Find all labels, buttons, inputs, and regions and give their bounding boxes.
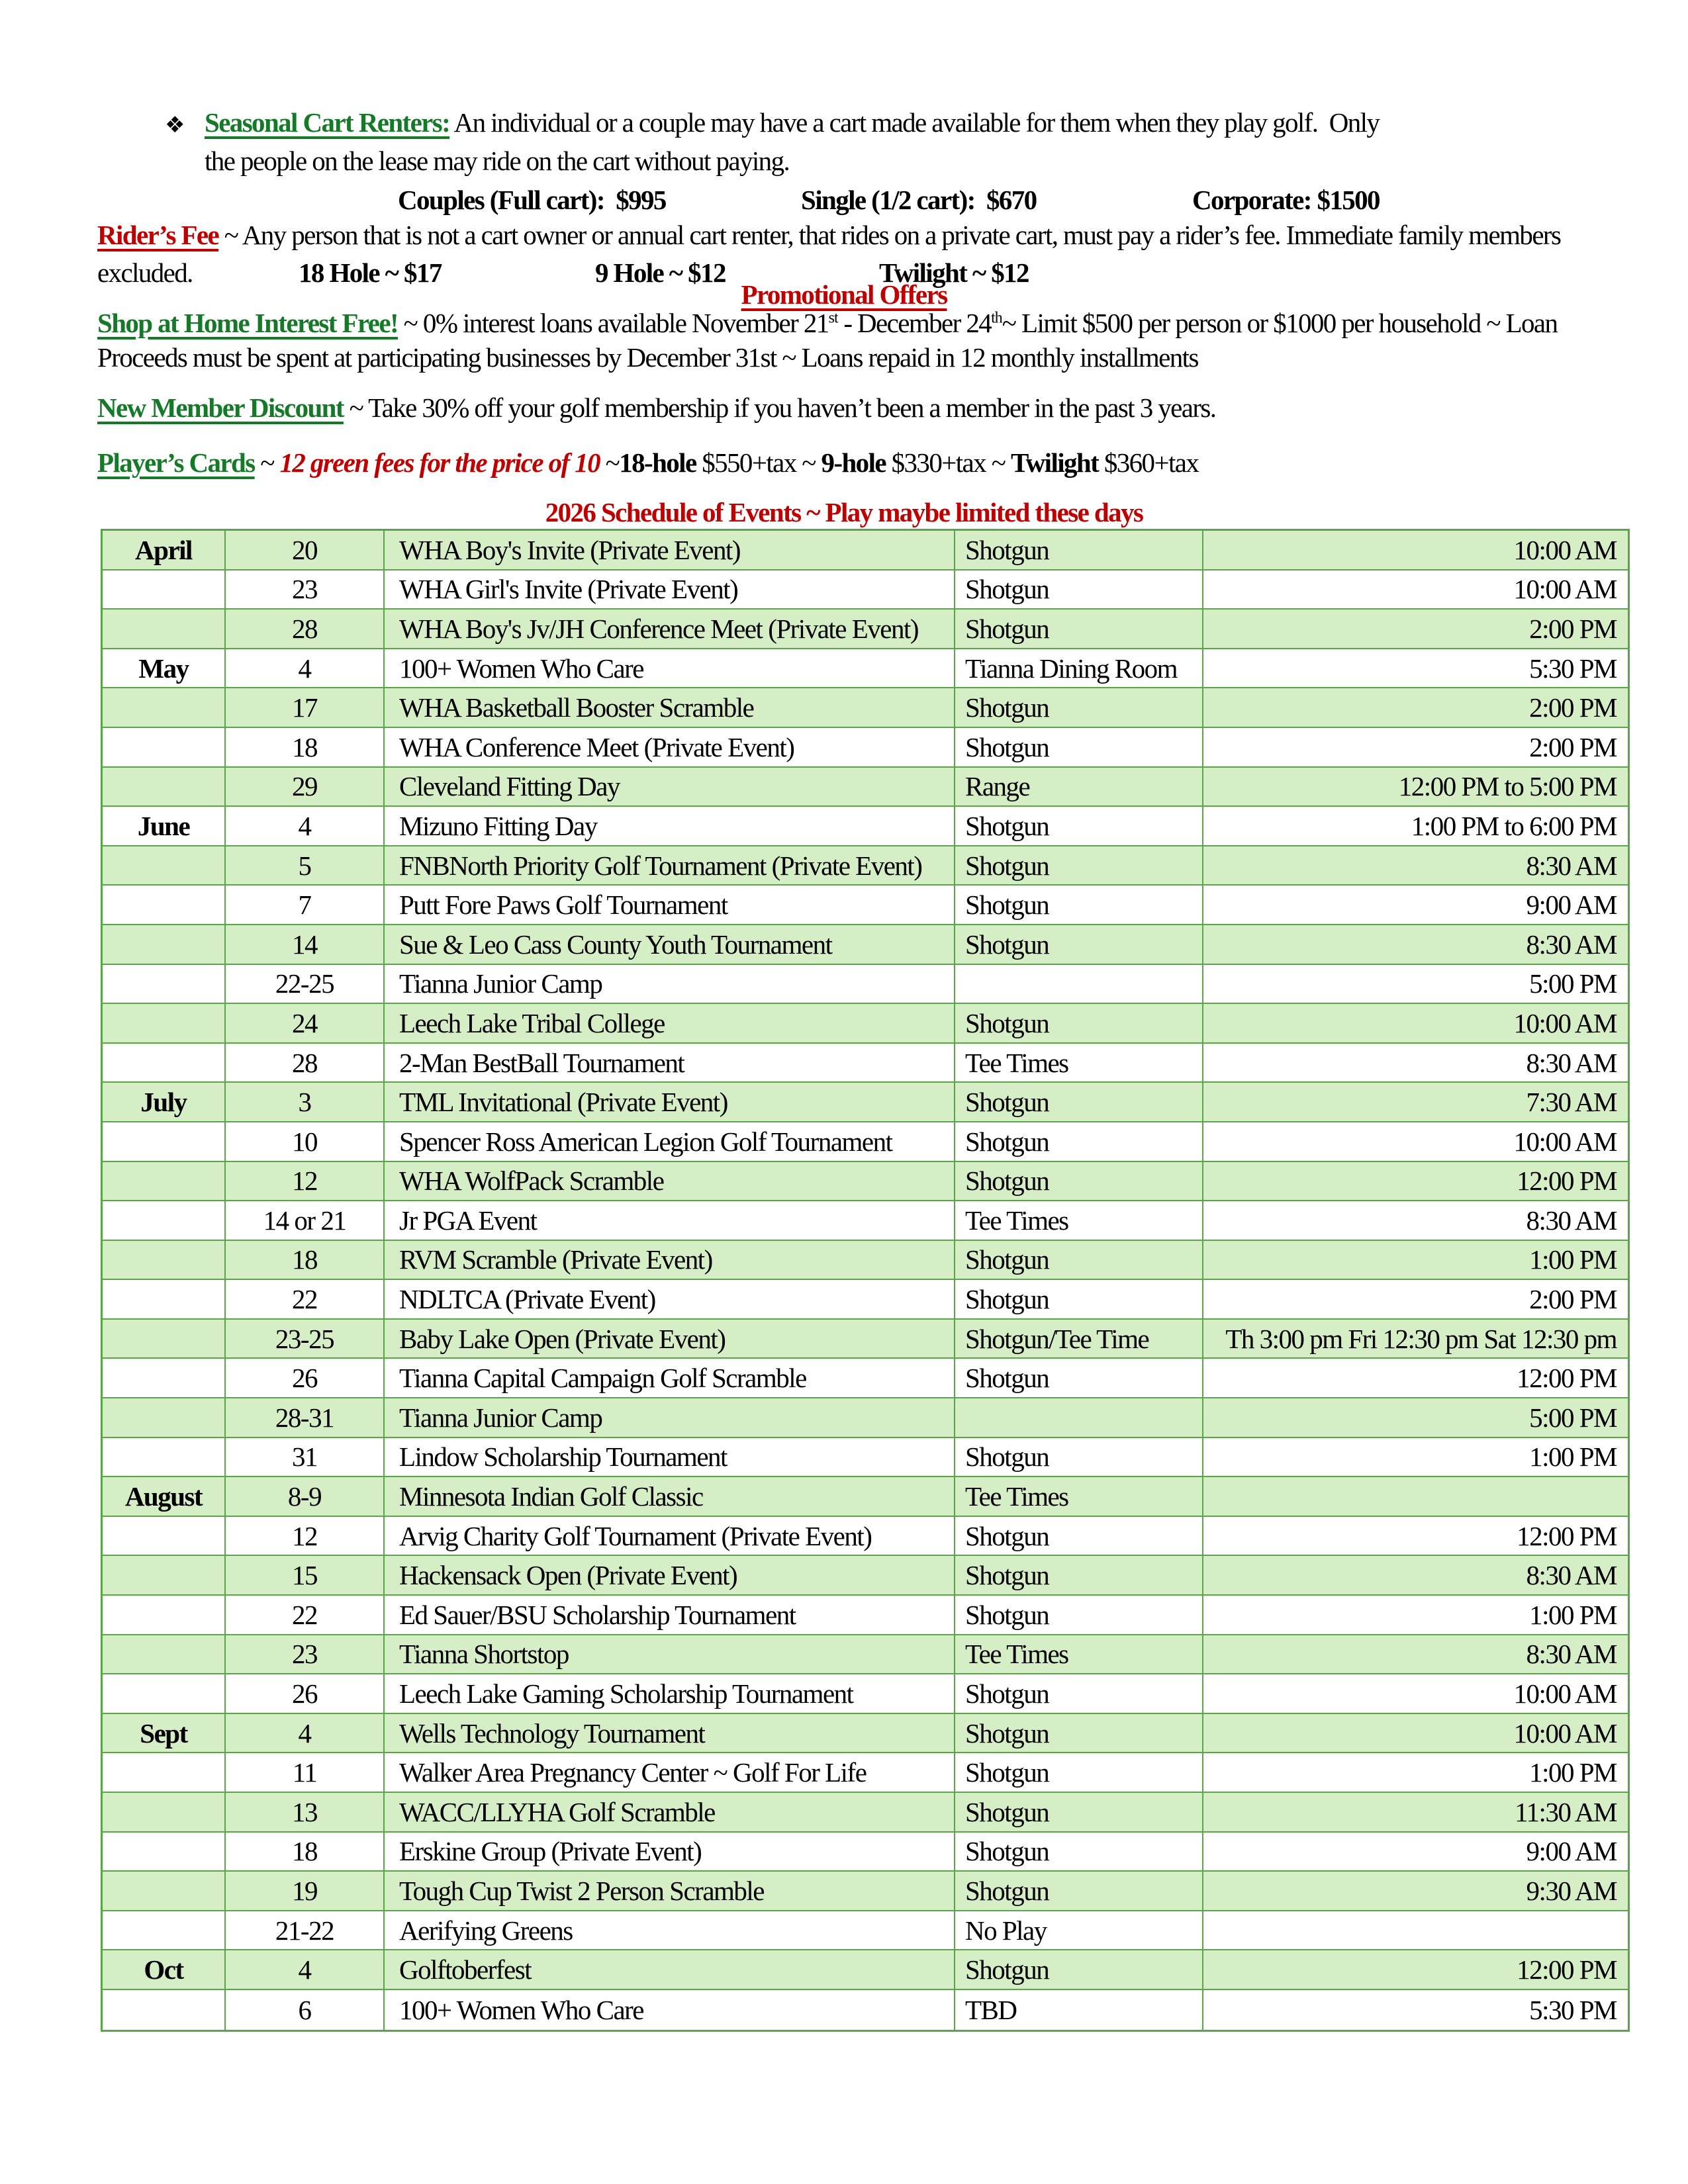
cell-time: 2:00 PM — [1529, 731, 1617, 762]
cell-month: Sept — [103, 1714, 226, 1752]
cell-day: 14 or 21 — [226, 1201, 385, 1240]
cell-month — [103, 1004, 226, 1042]
cell-start-type: Shotgun — [955, 1438, 1203, 1477]
cell-start-type: Shotgun — [955, 1241, 1203, 1279]
cell-day: 4 — [226, 807, 385, 845]
cell-month — [103, 1517, 226, 1555]
cell-day: 4 — [226, 1950, 385, 1989]
diamond-bullet-icon: ❖ — [165, 112, 185, 138]
cell-month — [103, 1241, 226, 1279]
table-row — [103, 1241, 1628, 1281]
table-row — [103, 1083, 1628, 1122]
cell-day: 22 — [226, 1280, 385, 1318]
cell-month: June — [103, 807, 226, 845]
cell-day: 28-31 — [226, 1398, 385, 1437]
new-member-heading: New Member Discount — [97, 392, 344, 423]
cell-start-type: Shotgun — [955, 1753, 1203, 1792]
cell-start-type: Shotgun — [955, 570, 1203, 609]
cell-day: 20 — [226, 531, 385, 569]
cell-day: 13 — [226, 1793, 385, 1831]
cell-day: 12 — [226, 1162, 385, 1201]
table-row — [103, 531, 1628, 570]
table-row — [103, 1280, 1628, 1320]
cell-month — [103, 1398, 226, 1437]
cell-start-type: Shotgun — [955, 1359, 1203, 1397]
cell-day: 10 — [226, 1122, 385, 1161]
cell-start-type: No Play — [955, 1911, 1203, 1950]
cell-start-type: Shotgun — [955, 531, 1203, 569]
cell-time: 9:30 AM — [1526, 1875, 1617, 1906]
cell-time: 5:30 PM — [1529, 1994, 1617, 2025]
cell-month — [103, 768, 226, 806]
cell-start-type: Shotgun — [955, 1596, 1203, 1634]
cell-event: Baby Lake Open (Private Event) — [385, 1320, 955, 1358]
cell-start-type: Shotgun — [955, 1674, 1203, 1713]
cell-event: Walker Area Pregnancy Center ~ Golf For Life — [385, 1753, 955, 1792]
cell-month — [103, 610, 226, 648]
cell-event: Minnesota Indian Golf Classic — [385, 1477, 955, 1516]
cell-event: 100+ Women Who Care — [385, 1990, 955, 2030]
cell-month: Oct — [103, 1950, 226, 1989]
cart-renters-heading — [205, 107, 1379, 138]
cell-month — [103, 1162, 226, 1201]
cell-time: 9:00 AM — [1526, 1836, 1617, 1867]
shop-text-2: - December 24 — [837, 308, 992, 338]
cell-time: 1:00 PM — [1529, 1757, 1617, 1788]
shop-at-home-line — [97, 306, 1660, 340]
cell-day: 15 — [226, 1556, 385, 1594]
cell-time: 10:00 AM — [1513, 1678, 1617, 1709]
fee-18-hole: 18 Hole ~ $17 — [299, 257, 442, 288]
cell-event: NDLTCA (Private Event) — [385, 1280, 955, 1318]
cell-time: 8:30 AM — [1526, 1205, 1617, 1236]
fee-twilight: Twilight ~ $12 — [879, 257, 1029, 288]
shop-at-home-line2 — [97, 341, 1660, 374]
cell-event: Tianna Capital Campaign Golf Scramble — [385, 1359, 955, 1397]
cell-event: Wells Technology Tournament — [385, 1714, 955, 1752]
schedule-title-label: 2026 Schedule of Events ~ Play maybe limited these days — [545, 497, 1143, 527]
cell-event: FNBNorth Priority Golf Tournament (Private Event) — [385, 846, 955, 885]
cell-day: 24 — [226, 1004, 385, 1042]
cell-day: 22-25 — [226, 965, 385, 1003]
cell-time: 8:30 AM — [1526, 1560, 1617, 1591]
cell-event: WHA Boy's Jv/JH Conference Meet (Private Event) — [385, 610, 955, 648]
price-corporate: Corporate: $1500 — [1192, 185, 1380, 215]
cell-time: 10:00 AM — [1513, 1126, 1617, 1157]
table-row — [103, 1517, 1628, 1557]
cell-start-type: Range — [955, 768, 1203, 806]
riders-fee-line — [97, 218, 1660, 251]
cell-event: Hackensack Open (Private Event) — [385, 1556, 955, 1594]
cart-renters-text: An individual or a couple may have a cart made available for them when they play golf. Only — [449, 107, 1380, 138]
table-row — [103, 768, 1628, 807]
cell-start-type: Shotgun — [955, 1950, 1203, 1989]
cell-month — [103, 1438, 226, 1477]
table-row — [103, 1122, 1628, 1162]
cell-time: 8:30 AM — [1526, 850, 1617, 881]
cell-time: 8:30 AM — [1526, 929, 1617, 960]
cell-start-type — [955, 965, 1203, 1003]
players-offer-text: 12 green fees for the price of 10 — [279, 447, 600, 478]
cell-day: 12 — [226, 1517, 385, 1555]
cell-month — [103, 1320, 226, 1358]
cell-day: 23 — [226, 1635, 385, 1674]
cell-month — [103, 1833, 226, 1871]
cart-renters-line1 — [97, 106, 1660, 139]
cell-time: 1:00 PM — [1529, 1599, 1617, 1630]
cell-event: Putt Fore Paws Golf Tournament — [385, 886, 955, 924]
table-row — [103, 846, 1628, 886]
riders-fee-heading: Rider’s Fee — [97, 220, 219, 250]
table-row — [103, 1438, 1628, 1478]
table-row — [103, 1833, 1628, 1872]
cell-day: 14 — [226, 925, 385, 964]
players-tilde: ~ — [254, 447, 280, 478]
table-row — [103, 1044, 1628, 1083]
cell-time: 10:00 AM — [1513, 534, 1617, 565]
cell-day: 26 — [226, 1674, 385, 1713]
players-cards-line — [97, 446, 1660, 479]
cell-day: 26 — [226, 1359, 385, 1397]
cell-start-type: Shotgun — [955, 688, 1203, 727]
players-seg1: ~ — [599, 447, 620, 478]
cell-month — [103, 1793, 226, 1831]
cell-start-type: Tee Times — [955, 1477, 1203, 1516]
table-row — [103, 1911, 1628, 1951]
players-9-hole: 9-hole — [821, 447, 886, 478]
table-row — [103, 728, 1628, 768]
players-18-hole: 18-hole — [619, 447, 696, 478]
cell-start-type: Shotgun — [955, 1793, 1203, 1831]
cell-start-type: Shotgun — [955, 1004, 1203, 1042]
schedule-table — [101, 529, 1630, 2032]
cell-time: 2:00 PM — [1529, 1284, 1617, 1315]
table-row — [103, 1596, 1628, 1635]
cell-month — [103, 925, 226, 964]
cell-time: 2:00 PM — [1529, 613, 1617, 644]
cell-start-type: Shotgun — [955, 846, 1203, 885]
cell-month — [103, 1990, 226, 2030]
cell-month: April — [103, 531, 226, 569]
players-cards-heading: Player’s Cards — [97, 447, 255, 478]
cell-day: 28 — [226, 610, 385, 648]
cell-time: 12:00 PM — [1517, 1520, 1617, 1551]
cell-day: 5 — [226, 846, 385, 885]
cell-month — [103, 1753, 226, 1792]
shop-text-3: ~ Limit $500 per person or $1000 per household ~ Loan — [1002, 308, 1558, 338]
cell-month — [103, 1596, 226, 1634]
cell-event: Cleveland Fitting Day — [385, 768, 955, 806]
table-row — [103, 1201, 1628, 1241]
cell-time: 1:00 PM to 6:00 PM — [1411, 810, 1617, 841]
cell-day: 29 — [226, 768, 385, 806]
riders-fee-excluded: excluded. — [97, 257, 193, 288]
cart-renters-heading-label: Seasonal Cart Renters: — [205, 107, 450, 138]
cell-event: Tianna Shortstop — [385, 1635, 955, 1674]
cell-start-type: Shotgun — [955, 728, 1203, 766]
cell-event: Arvig Charity Golf Tournament (Private Event) — [385, 1517, 955, 1555]
cell-event: Jr PGA Event — [385, 1201, 955, 1240]
cell-event: WHA Basketball Booster Scramble — [385, 688, 955, 727]
cell-event: TML Invitational (Private Event) — [385, 1083, 955, 1121]
cart-prices-line — [97, 183, 1660, 218]
cell-time: 8:30 AM — [1526, 1047, 1617, 1078]
cell-event: Leech Lake Tribal College — [385, 1004, 955, 1042]
table-row — [103, 1635, 1628, 1675]
table-row — [103, 965, 1628, 1005]
cell-event: Leech Lake Gaming Scholarship Tournament — [385, 1674, 955, 1713]
cart-renters-line2 — [97, 144, 1688, 177]
cell-time — [1203, 1477, 1628, 1516]
cell-event: Tianna Junior Camp — [385, 1398, 955, 1437]
cell-day: 3 — [226, 1083, 385, 1121]
cell-event: WACC/LLYHA Golf Scramble — [385, 1793, 955, 1831]
cell-day: 22 — [226, 1596, 385, 1634]
cell-month — [103, 1280, 226, 1318]
cell-start-type: Shotgun — [955, 1083, 1203, 1121]
table-row — [103, 925, 1628, 965]
table-row — [103, 1556, 1628, 1596]
cell-start-type: Tee Times — [955, 1044, 1203, 1082]
cell-month — [103, 1201, 226, 1240]
cell-time: 12:00 PM to 5:00 PM — [1398, 771, 1617, 802]
cell-month — [103, 688, 226, 727]
cell-start-type: Tianna Dining Room — [955, 649, 1203, 688]
table-row — [103, 1477, 1628, 1517]
players-9-price: $330+tax ~ — [885, 447, 1011, 478]
cell-event: Sue & Leo Cass County Youth Tournament — [385, 925, 955, 964]
cell-day: 31 — [226, 1438, 385, 1477]
table-row — [103, 1359, 1628, 1398]
cell-start-type — [955, 1398, 1203, 1437]
fee-9-hole: 9 Hole ~ $12 — [595, 257, 726, 288]
superscript-st: st — [828, 309, 838, 327]
new-member-line — [97, 391, 1660, 424]
cell-event: Golftoberfest — [385, 1950, 955, 1989]
cell-month — [103, 570, 226, 609]
cell-time: 7:30 AM — [1526, 1087, 1617, 1118]
cell-start-type: Shotgun — [955, 1162, 1203, 1201]
cell-event: Aerifying Greens — [385, 1911, 955, 1950]
cell-event: Mizuno Fitting Day — [385, 807, 955, 845]
cell-month — [103, 846, 226, 885]
cell-day: 19 — [226, 1872, 385, 1910]
table-row — [103, 1714, 1628, 1754]
cell-time: 12:00 PM — [1517, 1954, 1617, 1985]
cell-start-type: Shotgun — [955, 886, 1203, 924]
cell-time: 5:00 PM — [1529, 968, 1617, 999]
cell-time: 10:00 AM — [1513, 1717, 1617, 1749]
cell-month — [103, 1635, 226, 1674]
cell-start-type: Shotgun — [955, 1714, 1203, 1752]
players-18-price: $550+tax ~ — [696, 447, 821, 478]
table-row — [103, 649, 1628, 689]
cell-event: WHA Conference Meet (Private Event) — [385, 728, 955, 766]
cell-time: 12:00 PM — [1517, 1165, 1617, 1197]
cell-event: 2-Man BestBall Tournament — [385, 1044, 955, 1082]
schedule-title — [0, 496, 1688, 529]
cell-event: 100+ Women Who Care — [385, 649, 955, 688]
cell-time — [1203, 1911, 1628, 1950]
cell-month — [103, 1359, 226, 1397]
cell-month — [103, 728, 226, 766]
new-member-text: ~ Take 30% off your golf membership if you haven’t been a member in the past 3 years. — [343, 392, 1216, 423]
cell-event: Lindow Scholarship Tournament — [385, 1438, 955, 1477]
cell-day: 23 — [226, 570, 385, 609]
table-row — [103, 1398, 1628, 1438]
cell-month — [103, 1674, 226, 1713]
table-row — [103, 1674, 1628, 1714]
cell-day: 8-9 — [226, 1477, 385, 1516]
superscript-th: th — [991, 309, 1002, 327]
cell-start-type: Shotgun — [955, 1122, 1203, 1161]
riders-fee-text: ~ Any person that is not a cart owner or annual cart renter, that rides on a private cart, must pay a rider’s fee. Immediate family members — [218, 220, 1561, 250]
price-single: Single (1/2 cart): $670 — [801, 185, 1037, 215]
cell-month — [103, 1556, 226, 1594]
cell-event: Ed Sauer/BSU Scholarship Tournament — [385, 1596, 955, 1634]
table-row — [103, 1320, 1628, 1359]
cell-start-type: TBD — [955, 1990, 1203, 2030]
cart-renters-text-2: the people on the lease may ride on the cart without paying. — [205, 146, 790, 176]
cell-day: 18 — [226, 1241, 385, 1279]
players-twilight-price: $360+tax — [1098, 447, 1199, 478]
cell-time: 2:00 PM — [1529, 692, 1617, 723]
table-row — [103, 886, 1628, 925]
cell-start-type: Shotgun — [955, 1517, 1203, 1555]
table-row — [103, 1990, 1628, 2030]
cell-start-type: Shotgun — [955, 1833, 1203, 1871]
cell-time: 1:00 PM — [1529, 1244, 1617, 1275]
cell-event: WHA Girl's Invite (Private Event) — [385, 570, 955, 609]
cell-time: 8:30 AM — [1526, 1639, 1617, 1670]
table-row — [103, 1872, 1628, 1911]
table-row — [103, 610, 1628, 649]
cell-start-type: Shotgun — [955, 1280, 1203, 1318]
cell-time: 12:00 PM — [1517, 1363, 1617, 1394]
cell-event: Tianna Junior Camp — [385, 965, 955, 1003]
cell-time: 5:00 PM — [1529, 1402, 1617, 1433]
cell-day: 18 — [226, 728, 385, 766]
cell-time: 11:30 AM — [1515, 1796, 1617, 1827]
cell-start-type: Shotgun — [955, 925, 1203, 964]
cell-event: Erskine Group (Private Event) — [385, 1833, 955, 1871]
cell-day: 6 — [226, 1990, 385, 2030]
cell-start-type: Shotgun — [955, 1872, 1203, 1910]
table-row — [103, 570, 1628, 610]
table-row — [103, 1793, 1628, 1833]
cell-day: 7 — [226, 886, 385, 924]
cell-time: 9:00 AM — [1526, 889, 1617, 921]
cell-event: Tough Cup Twist 2 Person Scramble — [385, 1872, 955, 1910]
cell-month — [103, 1911, 226, 1950]
shop-at-home-heading: Shop at Home Interest Free! — [97, 308, 399, 338]
cell-day: 4 — [226, 649, 385, 688]
cell-month — [103, 886, 226, 924]
cell-month — [103, 1872, 226, 1910]
table-row — [103, 1004, 1628, 1044]
cell-start-type: Tee Times — [955, 1201, 1203, 1240]
cell-month: May — [103, 649, 226, 688]
cell-day: 23-25 — [226, 1320, 385, 1358]
table-row — [103, 688, 1628, 728]
cell-month: August — [103, 1477, 226, 1516]
table-row — [103, 1753, 1628, 1793]
cell-time: 10:00 AM — [1513, 1007, 1617, 1038]
cell-day: 11 — [226, 1753, 385, 1792]
cell-start-type: Shotgun/Tee Time — [955, 1320, 1203, 1358]
cell-day: 18 — [226, 1833, 385, 1871]
cell-time: 1:00 PM — [1529, 1441, 1617, 1473]
cell-month — [103, 1122, 226, 1161]
price-couples: Couples (Full cart): $995 — [398, 185, 666, 215]
table-row — [103, 807, 1628, 846]
cell-event: WHA WolfPack Scramble — [385, 1162, 955, 1201]
table-row — [103, 1162, 1628, 1202]
cell-start-type: Shotgun — [955, 610, 1203, 648]
cell-start-type: Shotgun — [955, 1556, 1203, 1594]
cell-day: 21-22 — [226, 1911, 385, 1950]
cell-time: 5:30 PM — [1529, 653, 1617, 684]
cell-month — [103, 965, 226, 1003]
cell-event: Spencer Ross American Legion Golf Tournament — [385, 1122, 955, 1161]
cell-event: RVM Scramble (Private Event) — [385, 1241, 955, 1279]
shop-proceeds-text: Proceeds must be spent at participating businesses by December 31st ~ Loans repaid in 12 monthly installments — [97, 342, 1198, 373]
players-twilight: Twilight — [1010, 447, 1099, 478]
cell-start-type: Tee Times — [955, 1635, 1203, 1674]
cell-start-type: Shotgun — [955, 807, 1203, 845]
promotional-offers-label: Promotional Offers — [741, 279, 947, 310]
cell-day: 4 — [226, 1714, 385, 1752]
table-row — [103, 1950, 1628, 1990]
shop-text-1: ~ 0% interest loans available November 21 — [398, 308, 829, 338]
cell-time: 10:00 AM — [1513, 574, 1617, 605]
cell-time: Th 3:00 pm Fri 12:30 pm Sat 12:30 pm — [1225, 1323, 1617, 1354]
cell-day: 28 — [226, 1044, 385, 1082]
cell-event: WHA Boy's Invite (Private Event) — [385, 531, 955, 569]
cell-month: July — [103, 1083, 226, 1121]
cell-month — [103, 1044, 226, 1082]
cell-day: 17 — [226, 688, 385, 727]
